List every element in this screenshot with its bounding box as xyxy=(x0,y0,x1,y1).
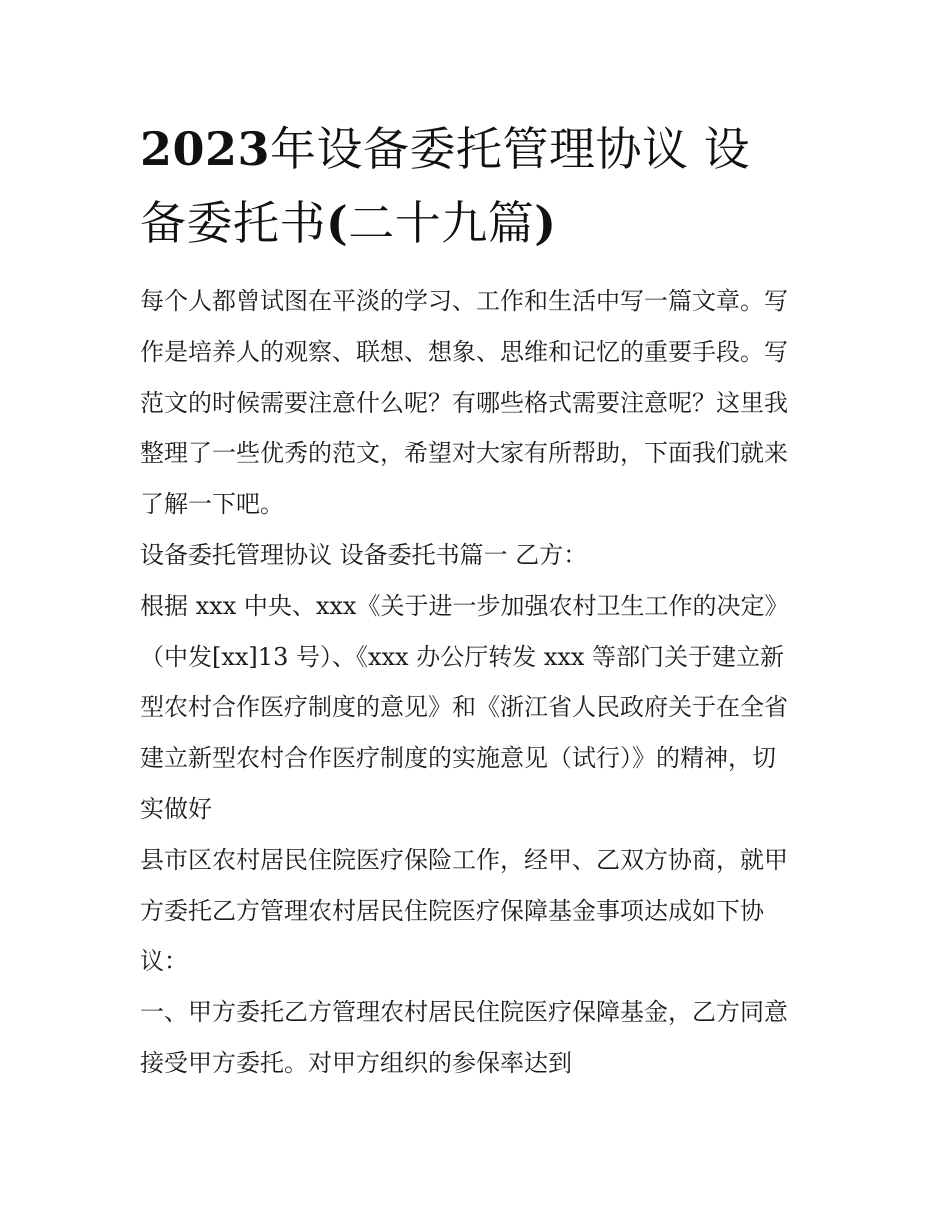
body-line: （中发[xx]13 号）、《xxx 办公厅转发 xxx 等部门关于建立新 xyxy=(140,642,785,671)
body-line: 实做好 xyxy=(140,794,212,823)
document-title xyxy=(140,112,820,260)
title-line-1-text: 年设备委托管理协议 设 xyxy=(270,122,751,176)
title-year: 2023 xyxy=(140,122,271,176)
body-line: 方委托乙方管理农村居民住院医疗保障基金事项达成如下协 xyxy=(140,896,764,925)
title-line-2 xyxy=(140,186,820,260)
body-line: 设备委托管理协议 设备委托书篇一 乙方： xyxy=(140,540,588,569)
body-line: 一、甲方委托乙方管理农村居民住院医疗保障基金，乙方同意 xyxy=(140,998,788,1027)
body-line: 县市区农村居民住院医疗保险工作，经甲、乙双方协商，就甲 xyxy=(140,845,788,874)
body-line: 型农村合作医疗制度的意见》和《浙江省人民政府关于在全省 xyxy=(140,693,788,722)
body-line: 作是培养人的观察、联想、想象、思维和记忆的重要手段。写 xyxy=(140,337,788,366)
body-line: 整理了一些优秀的范文，希望对大家有所帮助，下面我们就来 xyxy=(140,439,788,468)
body-line: 议： xyxy=(140,947,188,976)
document-body xyxy=(140,276,820,1089)
body-line: 建立新型农村合作医疗制度的实施意见（试行）》的精神，切 xyxy=(140,744,776,773)
title-line-2-text-b: 二十九篇 xyxy=(348,196,535,250)
body-line: 了解一下吧。 xyxy=(140,490,284,519)
body-line: 接受甲方委托。对甲方组织的参保率达到 xyxy=(140,1048,572,1077)
body-line: 每个人都曾试图在平淡的学习、工作和生活中写一篇文章。写 xyxy=(140,287,788,315)
body-line: 范文的时候需要注意什么呢？有哪些格式需要注意呢？这里我 xyxy=(140,388,788,417)
body-line: 根据 xxx 中央、xxx《关于进一步加强农村卫生工作的决定》 xyxy=(140,591,789,620)
title-paren-open: ( xyxy=(326,196,349,250)
title-paren-close: ) xyxy=(534,196,557,250)
title-line-1 xyxy=(140,112,820,186)
title-line-2-text-a: 备委托书 xyxy=(140,196,326,250)
